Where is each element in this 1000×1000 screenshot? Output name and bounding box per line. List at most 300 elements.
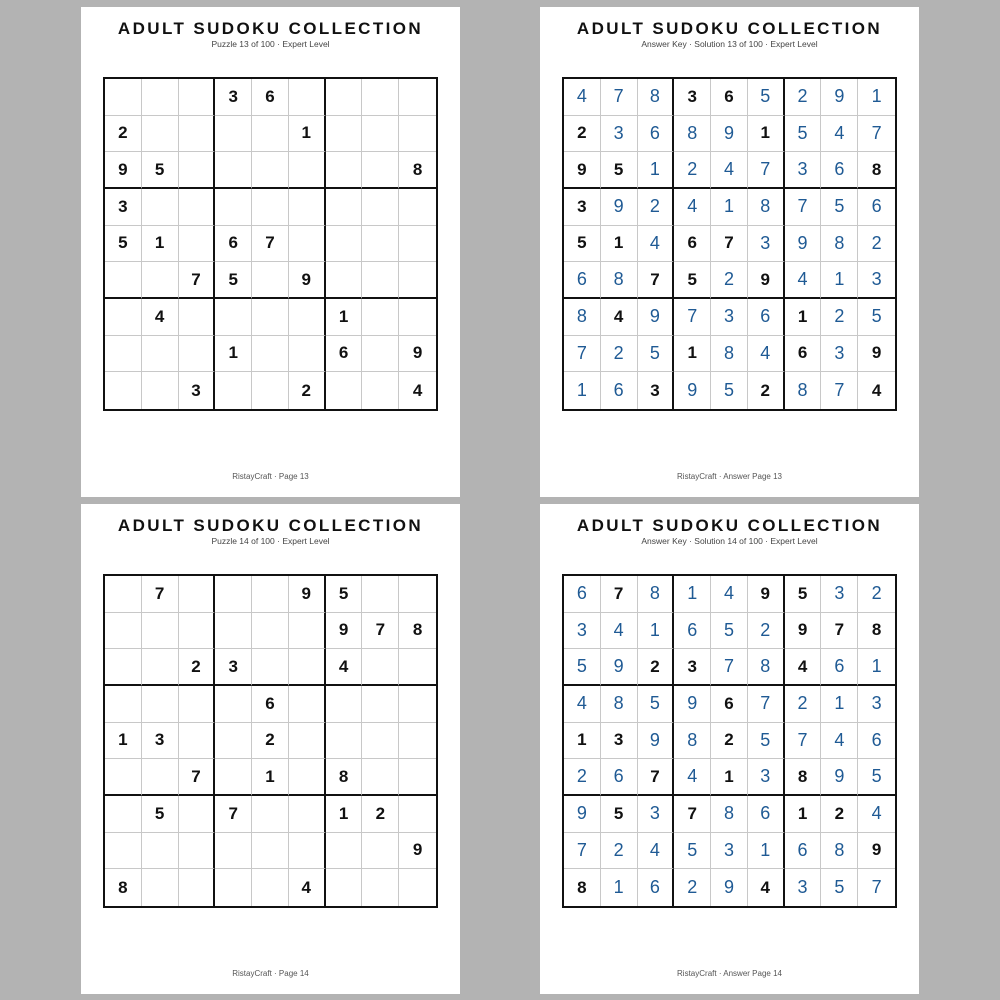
sudoku-cell: [179, 796, 216, 833]
sudoku-cell: [252, 372, 289, 409]
sudoku-cell: 3: [601, 116, 638, 153]
sudoku-cell: 9: [289, 576, 326, 613]
sudoku-cell: 1: [326, 796, 363, 833]
sudoku-cell: 8: [785, 372, 822, 409]
sudoku-cell: [289, 686, 326, 723]
sudoku-cell: [326, 152, 363, 189]
sudoku-cell: 1: [858, 79, 895, 116]
sudoku-cell: 5: [564, 226, 601, 263]
sudoku-cell: 9: [289, 262, 326, 299]
sudoku-cell: 3: [858, 686, 895, 723]
sudoku-cell: 4: [638, 226, 675, 263]
sudoku-cell: [326, 686, 363, 723]
puzzle-page-14: [81, 504, 460, 994]
sudoku-cell: 9: [601, 189, 638, 226]
sudoku-cell: 6: [326, 336, 363, 373]
sudoku-cell: 4: [711, 576, 748, 613]
sudoku-cell: 6: [711, 686, 748, 723]
sudoku-cell: 3: [564, 613, 601, 650]
sudoku-cell: 8: [821, 226, 858, 263]
sudoku-cell: 3: [674, 79, 711, 116]
sudoku-cell: 6: [564, 262, 601, 299]
sudoku-cell: 7: [821, 613, 858, 650]
sudoku-cell: [142, 262, 179, 299]
sudoku-cell: [105, 796, 142, 833]
sudoku-cell: 5: [564, 649, 601, 686]
sudoku-cell: 2: [858, 576, 895, 613]
sudoku-cell: [326, 869, 363, 906]
sudoku-cell: [179, 79, 216, 116]
sudoku-cell: 6: [601, 759, 638, 796]
sudoku-cell: [252, 262, 289, 299]
sudoku-cell: [289, 833, 326, 870]
sudoku-cell: [105, 262, 142, 299]
sudoku-cell: 3: [638, 372, 675, 409]
sudoku-cell: [289, 796, 326, 833]
sudoku-cell: [362, 759, 399, 796]
sudoku-cell: 1: [215, 336, 252, 373]
sudoku-cell: [105, 299, 142, 336]
sudoku-cell: [289, 226, 326, 263]
sudoku-cell: 4: [326, 649, 363, 686]
sudoku-grid: [103, 77, 438, 411]
sudoku-cell: 9: [748, 262, 785, 299]
sudoku-cell: 2: [564, 759, 601, 796]
sudoku-cell: [399, 262, 436, 299]
sudoku-cell: [105, 79, 142, 116]
sudoku-cell: 2: [785, 686, 822, 723]
sudoku-cell: 5: [748, 723, 785, 760]
sudoku-cell: [326, 372, 363, 409]
page-subtitle: Puzzle 13 of 100 · Expert Level: [211, 39, 330, 49]
sudoku-cell: 5: [674, 262, 711, 299]
sudoku-cell: [326, 833, 363, 870]
sudoku-cell: 6: [564, 576, 601, 613]
sudoku-cell: 4: [748, 336, 785, 373]
sudoku-cell: 4: [601, 299, 638, 336]
sudoku-cell: [362, 116, 399, 153]
sudoku-cell: [215, 152, 252, 189]
sudoku-cell: [252, 299, 289, 336]
sudoku-cell: [179, 576, 216, 613]
sudoku-cell: 4: [564, 79, 601, 116]
sudoku-cell: [362, 189, 399, 226]
sudoku-cell: [399, 796, 436, 833]
sudoku-cell: 1: [564, 723, 601, 760]
sudoku-cell: 5: [821, 869, 858, 906]
sudoku-cell: 3: [858, 262, 895, 299]
sudoku-cell: [399, 116, 436, 153]
sudoku-cell: 8: [711, 336, 748, 373]
sudoku-cell: [142, 649, 179, 686]
sudoku-cell: 1: [601, 226, 638, 263]
sudoku-cell: 7: [179, 262, 216, 299]
sudoku-cell: [399, 79, 436, 116]
sudoku-cell: 1: [748, 833, 785, 870]
sudoku-cell: [105, 372, 142, 409]
sudoku-cell: [215, 576, 252, 613]
sudoku-cell: [179, 299, 216, 336]
page-title: ADULT SUDOKU COLLECTION: [117, 516, 424, 535]
sudoku-cell: [289, 152, 326, 189]
sudoku-cell: 7: [601, 79, 638, 116]
sudoku-cell: 1: [674, 336, 711, 373]
page-subtitle: Puzzle 14 of 100 · Expert Level: [211, 536, 330, 546]
sudoku-cell: 9: [601, 649, 638, 686]
sudoku-cell: [289, 759, 326, 796]
sudoku-cell: [215, 686, 252, 723]
sudoku-cell: [252, 869, 289, 906]
sudoku-cell: 8: [399, 613, 436, 650]
sudoku-cell: [362, 833, 399, 870]
page-title: ADULT SUDOKU COLLECTION: [117, 19, 424, 38]
page-footer: RistayCraft · Answer Page 13: [677, 472, 782, 481]
sudoku-cell: 5: [601, 152, 638, 189]
sudoku-cell: [215, 833, 252, 870]
sudoku-cell: [142, 372, 179, 409]
sudoku-cell: 4: [871, 380, 882, 400]
sudoku-cell: [289, 299, 326, 336]
sudoku-cell: 6: [858, 189, 895, 226]
sudoku-cell: 6: [252, 79, 289, 116]
sudoku-cell: 5: [821, 189, 858, 226]
sudoku-cell: [179, 833, 216, 870]
sudoku-cell: [399, 759, 436, 796]
sudoku-cell: [362, 576, 399, 613]
sudoku-cell: 8: [858, 152, 895, 189]
sudoku-cell: 7: [785, 723, 822, 760]
sudoku-cell: 1: [289, 116, 326, 153]
sudoku-cell: 5: [142, 152, 179, 189]
sudoku-cell: [252, 576, 289, 613]
sudoku-cell: 3: [142, 723, 179, 760]
sudoku-cell: 3: [601, 723, 638, 760]
sudoku-cell: [215, 299, 252, 336]
sudoku-cell: 6: [674, 613, 711, 650]
sudoku-cell: [362, 152, 399, 189]
sudoku-cell: 8: [638, 79, 675, 116]
sudoku-cell: 9: [638, 723, 675, 760]
sudoku-cell: 4: [674, 759, 711, 796]
sudoku-cell: 6: [821, 649, 858, 686]
sudoku-cell: [326, 723, 363, 760]
sudoku-cell: [289, 189, 326, 226]
sudoku-cell: 4: [674, 189, 711, 226]
sudoku-cell: [252, 796, 289, 833]
sudoku-cell: 5: [711, 613, 748, 650]
sudoku-cell: [215, 759, 252, 796]
sudoku-cell: 8: [821, 833, 858, 870]
sudoku-cell: 8: [564, 869, 601, 906]
sudoku-cell: 7: [638, 262, 675, 299]
sudoku-cell: 1: [785, 796, 822, 833]
sudoku-cell: [326, 189, 363, 226]
sudoku-cell: [399, 299, 436, 336]
sudoku-cell: 3: [105, 189, 142, 226]
sudoku-cell: [142, 189, 179, 226]
sudoku-cell: [399, 723, 436, 760]
sudoku-cell: 5: [326, 576, 363, 613]
page-title: ADULT SUDOKU COLLECTION: [576, 19, 883, 38]
sudoku-cell: [179, 152, 216, 189]
sudoku-cell: [326, 262, 363, 299]
sudoku-cell: 3: [564, 189, 601, 226]
sudoku-cell: 5: [674, 833, 711, 870]
sudoku-cell: 4: [785, 649, 822, 686]
sudoku-cell: 9: [711, 116, 748, 153]
sudoku-cell: 1: [105, 723, 142, 760]
sudoku-cell: 9: [858, 833, 895, 870]
page-subtitle: Answer Key · Solution 13 of 100 · Expert Level: [641, 39, 818, 49]
sudoku-cell: 4: [142, 299, 179, 336]
sudoku-cell: 8: [564, 299, 601, 336]
sudoku-cell: [362, 869, 399, 906]
sudoku-cell: 2: [858, 226, 895, 263]
sudoku-cell: 4: [748, 869, 785, 906]
sudoku-cell: 2: [105, 116, 142, 153]
sudoku-cell: 3: [215, 649, 252, 686]
sudoku-cell: [252, 152, 289, 189]
sudoku-cell: 9: [399, 833, 436, 870]
sudoku-cell: 7: [215, 796, 252, 833]
sudoku-cell: 1: [711, 759, 748, 796]
sudoku-cell: 9: [326, 613, 363, 650]
sudoku-cell: 1: [674, 576, 711, 613]
sudoku-cell: 1: [748, 116, 785, 153]
sudoku-cell: 8: [674, 116, 711, 153]
sudoku-cell: 6: [601, 372, 638, 409]
sudoku-cell: [142, 869, 179, 906]
sudoku-cell: 1: [638, 152, 675, 189]
sudoku-cell: 3: [179, 372, 216, 409]
sudoku-cell: 1: [821, 262, 858, 299]
sudoku-cell: 7: [564, 833, 601, 870]
sudoku-cell: 8: [601, 686, 638, 723]
sudoku-cell: 6: [785, 336, 822, 373]
sudoku-cell: 5: [785, 576, 822, 613]
sudoku-cell: 8: [711, 796, 748, 833]
sudoku-cell: [362, 686, 399, 723]
sudoku-cell: [179, 613, 216, 650]
sudoku-cell: 4: [289, 869, 326, 906]
sudoku-cell: [362, 649, 399, 686]
sudoku-cell: 7: [564, 336, 601, 373]
sudoku-cell: 5: [785, 116, 822, 153]
sudoku-cell: 9: [399, 336, 436, 373]
page-title: ADULT SUDOKU COLLECTION: [576, 516, 883, 535]
sudoku-cell: 7: [142, 576, 179, 613]
sudoku-cell: [326, 226, 363, 263]
sudoku-cell: [326, 116, 363, 153]
sudoku-cell: 6: [858, 723, 895, 760]
sudoku-cell: [142, 759, 179, 796]
sudoku-cell: [179, 869, 216, 906]
sudoku-cell: 7: [785, 189, 822, 226]
sudoku-cell: [362, 723, 399, 760]
sudoku-cell: 5: [638, 686, 675, 723]
sudoku-cell: [252, 613, 289, 650]
page-footer: RistayCraft · Page 14: [232, 969, 309, 978]
sudoku-cell: [215, 372, 252, 409]
sudoku-cell: 3: [711, 833, 748, 870]
sudoku-cell: 2: [638, 649, 675, 686]
sudoku-cell: 3: [674, 649, 711, 686]
sudoku-cell: 5: [105, 226, 142, 263]
sudoku-cell: [105, 686, 142, 723]
sudoku-cell: 4: [601, 613, 638, 650]
sudoku-cell: 6: [748, 796, 785, 833]
sudoku-cell: 9: [821, 759, 858, 796]
sudoku-cell: 2: [785, 79, 822, 116]
sudoku-cell: 4: [785, 262, 822, 299]
sudoku-cell: [105, 649, 142, 686]
sudoku-cell: 6: [215, 226, 252, 263]
sudoku-solution-grid: [562, 77, 897, 411]
sudoku-cell: [289, 336, 326, 373]
sudoku-cell: 9: [638, 299, 675, 336]
sudoku-cell: [252, 116, 289, 153]
sudoku-cell: [142, 336, 179, 373]
sudoku-cell: [179, 723, 216, 760]
sudoku-cell: 3: [748, 226, 785, 263]
sudoku-cell: 2: [362, 796, 399, 833]
sudoku-cell: 1: [785, 299, 822, 336]
sudoku-cell: [105, 833, 142, 870]
sudoku-cell: 7: [674, 796, 711, 833]
sudoku-cell: 5: [601, 796, 638, 833]
sudoku-cell: 2: [601, 336, 638, 373]
sudoku-cell: 4: [711, 152, 748, 189]
sudoku-cell: 5: [858, 759, 895, 796]
sudoku-cell: [399, 189, 436, 226]
sudoku-cell: [215, 613, 252, 650]
sudoku-cell: 1: [601, 869, 638, 906]
sudoku-grid: [103, 574, 438, 908]
sudoku-cell: 2: [821, 299, 858, 336]
sudoku-cell: 9: [674, 686, 711, 723]
sudoku-cell: [215, 189, 252, 226]
sudoku-cell: 4: [412, 380, 423, 400]
sudoku-cell: 2: [711, 723, 748, 760]
sudoku-cell: [142, 613, 179, 650]
sudoku-cell: 5: [711, 372, 748, 409]
page-subtitle: Answer Key · Solution 14 of 100 · Expert Level: [641, 536, 818, 546]
sudoku-cell: 2: [821, 796, 858, 833]
page-footer: RistayCraft · Answer Page 14: [677, 969, 782, 978]
sudoku-cell: 2: [748, 613, 785, 650]
sudoku-cell: 2: [179, 649, 216, 686]
sudoku-cell: [179, 116, 216, 153]
sudoku-cell: [105, 336, 142, 373]
sudoku-cell: [215, 116, 252, 153]
sudoku-cell: 8: [674, 723, 711, 760]
sudoku-cell: 3: [785, 152, 822, 189]
sudoku-cell: 6: [748, 299, 785, 336]
page-footer: RistayCraft · Page 13: [232, 472, 309, 481]
sudoku-cell: 4: [638, 833, 675, 870]
sudoku-cell: [179, 686, 216, 723]
sudoku-cell: 8: [748, 649, 785, 686]
sudoku-cell: 7: [601, 576, 638, 613]
sudoku-cell: 7: [858, 116, 895, 153]
sudoku-cell: 6: [785, 833, 822, 870]
sudoku-cell: 5: [142, 796, 179, 833]
sudoku-cell: [142, 833, 179, 870]
sudoku-cell: 3: [821, 576, 858, 613]
sudoku-cell: 3: [748, 759, 785, 796]
sudoku-cell: 9: [674, 372, 711, 409]
sudoku-cell: 6: [674, 226, 711, 263]
sudoku-cell: 7: [748, 686, 785, 723]
sudoku-cell: 7: [711, 226, 748, 263]
sudoku-cell: [399, 869, 436, 906]
sudoku-cell: 9: [564, 796, 601, 833]
sudoku-cell: [399, 686, 436, 723]
sudoku-cell: 8: [748, 189, 785, 226]
sudoku-cell: 1: [711, 189, 748, 226]
sudoku-cell: 5: [858, 299, 895, 336]
sudoku-cell: 4: [564, 686, 601, 723]
sudoku-cell: 6: [638, 869, 675, 906]
sudoku-cell: [179, 226, 216, 263]
sudoku-cell: [289, 613, 326, 650]
sudoku-cell: 2: [638, 189, 675, 226]
sudoku-cell: [362, 226, 399, 263]
sudoku-cell: 7: [711, 649, 748, 686]
sudoku-cell: 6: [711, 79, 748, 116]
sudoku-cell: [252, 336, 289, 373]
sudoku-cell: 2: [601, 833, 638, 870]
sudoku-cell: 8: [858, 613, 895, 650]
sudoku-cell: [142, 79, 179, 116]
answer-page-14: [540, 504, 919, 994]
sudoku-cell: [105, 576, 142, 613]
sudoku-cell: 2: [748, 372, 785, 409]
sudoku-cell: 7: [179, 759, 216, 796]
sudoku-cell: [399, 576, 436, 613]
sudoku-cell: [362, 336, 399, 373]
sudoku-cell: [142, 116, 179, 153]
sudoku-cell: [399, 649, 436, 686]
sudoku-cell: 9: [748, 576, 785, 613]
sudoku-cell: 1: [858, 649, 895, 686]
sudoku-cell: 1: [326, 299, 363, 336]
sudoku-cell: 8: [105, 869, 142, 906]
sudoku-cell: 5: [748, 79, 785, 116]
sudoku-cell: [326, 79, 363, 116]
sudoku-cell: [105, 759, 142, 796]
sudoku-cell: 1: [252, 759, 289, 796]
sudoku-cell: 6: [252, 686, 289, 723]
sudoku-cell: [362, 79, 399, 116]
sudoku-cell: 3: [785, 869, 822, 906]
sudoku-cell: [289, 723, 326, 760]
sudoku-cell: 1: [821, 686, 858, 723]
sudoku-cell: 9: [711, 869, 748, 906]
sudoku-cell: [399, 226, 436, 263]
sudoku-cell: [252, 189, 289, 226]
sudoku-cell: 8: [326, 759, 363, 796]
sudoku-cell: 9: [858, 336, 895, 373]
sudoku-cell: 1: [564, 372, 601, 409]
sudoku-cell: 7: [638, 759, 675, 796]
sudoku-cell: 6: [638, 116, 675, 153]
sudoku-cell: 9: [821, 79, 858, 116]
sudoku-cell: 2: [252, 723, 289, 760]
sudoku-cell: 7: [252, 226, 289, 263]
sudoku-cell: [252, 649, 289, 686]
sudoku-cell: 4: [821, 723, 858, 760]
